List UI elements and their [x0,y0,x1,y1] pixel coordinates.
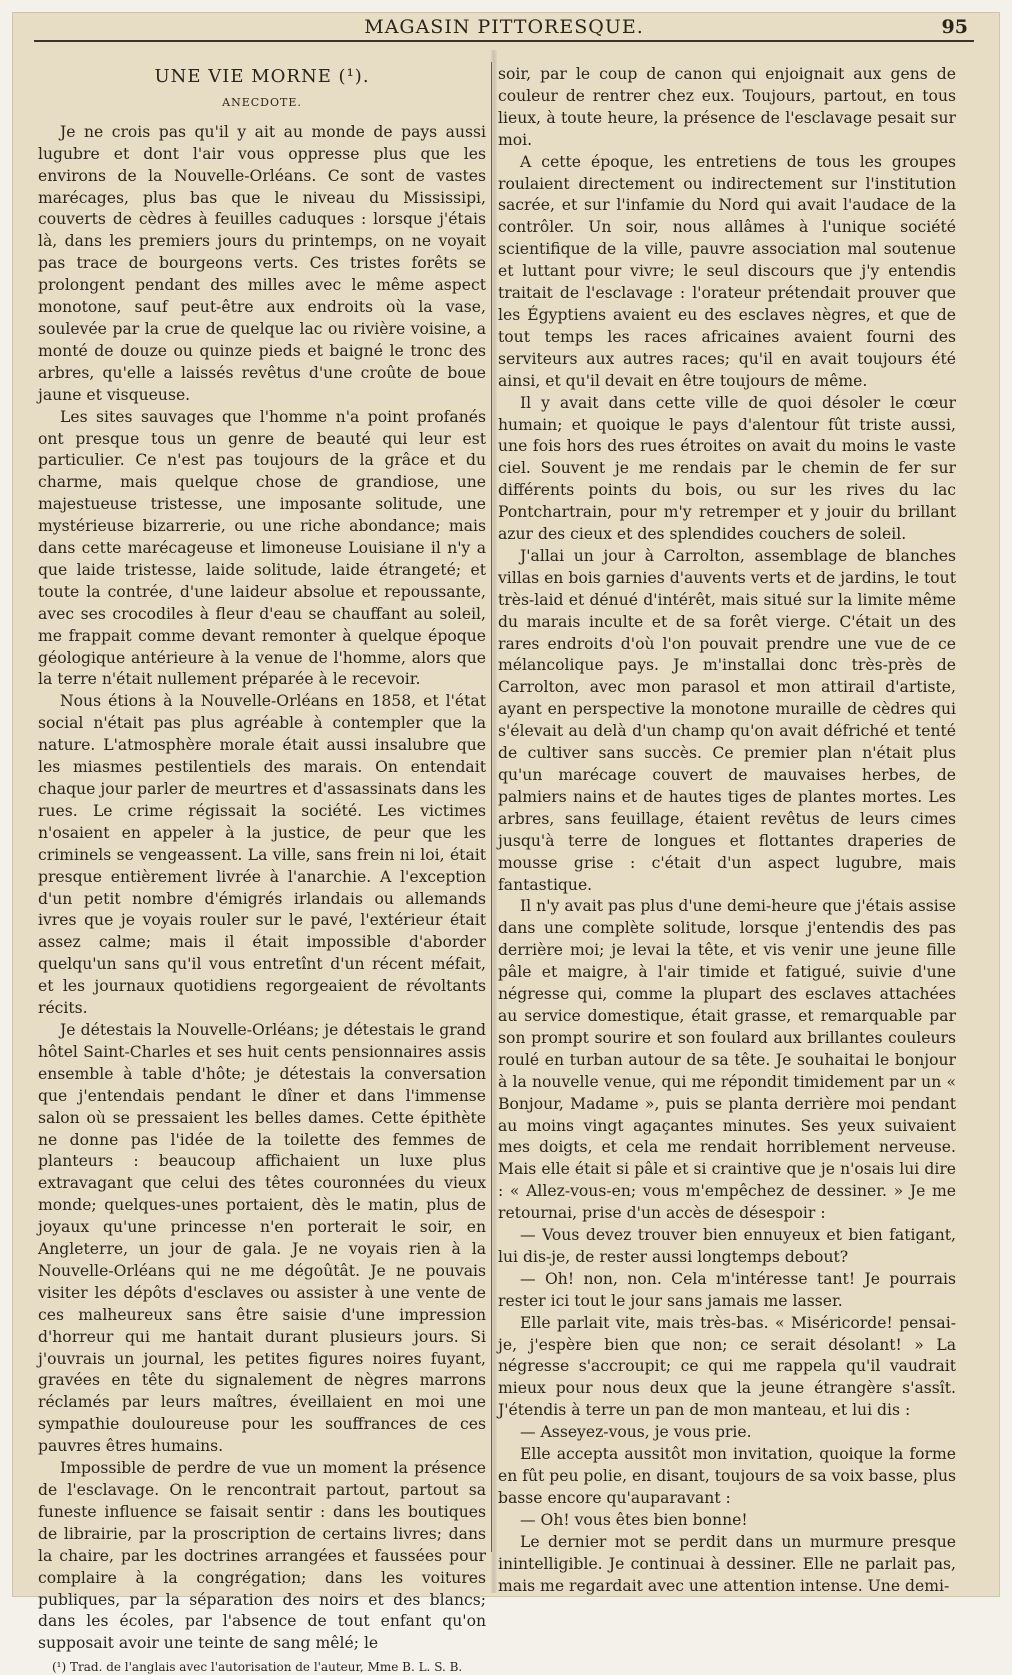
paragraph: Impossible de perdre de vue un moment la présence de l'esclavage. On le rencontrait partout, partout sa funeste influence se faisait sentir : dans les boutiques de librairie, par la proscription de certains livres; dans la chaire, par les doctrines arrangées et faussées pour complaire à la congrégation; dans les voitures publiques, par la séparation des noirs et des blancs; dans les écoles, par l'absence de tout enfant qu'on supposait avoir une teinte de sang mêlé; le [38,1459,486,1653]
page-number: 95 [941,16,968,38]
paragraph: Le dernier mot se perdit dans un murmure presque inintelligible. Je continuai à dessiner. Elle ne parlait pas, mais me regardait avec une attention intense. Une demi- [498,1532,956,1595]
dialogue-line: — Oh! vous êtes bien bonne! [520,1510,748,1529]
paragraph: Les sites sauvages que l'homme n'a point profanés ont presque tous un genre de beauté qui leur est particulier. Ce n'est pas toujours de la grâce et du charme, mais quelque chose de grandiose, une majestueuse tristesse, une imposante solitude, une mystérieuse bizarrerie, ou une riche abondance; mais dans cette marécageuse et limoneuse Louisiane il n'y a que laide tristesse, laide solitude, laide étrangeté; et toute la contrée, d'une laideur absolue et repoussante, avec ses crocodiles à fleur d'eau se chauffant au soleil, me frappait comme devant remonter à quelque époque géologique antérieure à la venue de l'homme, alors que la terre n'était nullement préparée à le recevoir. [38,407,486,689]
paragraph: Il n'y avait pas plus d'une demi-heure que j'étais assise dans une complète solitude, lorsque j'entendis des pas derrière moi; je levai la tête, et vis venir une jeune fille pâle et maigre, à l'air timide et fatigué, suivie d'une négresse qui, comme la plupart des esclaves attachées au service domestique, était grasse, et remarquable par son prompt sourire et son foulard aux brillantes couleurs roulé en turban autour de sa tête. Je souhaitai le bonjour à la nouvelle venue, qui me répondit timidement par un « Bonjour, Madame », puis se planta derrière moi pendant au moins vingt agaçantes minutes. Ses yeux suivaient mes doigts, et cela me rendait horriblement nerveuse. Mais elle était si pâle et si craintive que je n'osais lui dire : « Allez-vous-en; vous m'empêchez de dessiner. » Je me retournai, prise d'un accès de désespoir : [498,897,956,1223]
paragraph: Nous étions à la Nouvelle-Orléans en 1858, et l'état social n'était pas plus agréable à contempler que la nature. L'atmosphère morale était aussi insalubre que les miasmes pestilentiels des marais. On entendait chaque jour parler de meurtres et d'assassinats dans les rues. Le crime régissait la société. Les victimes n'osaient en appeler à la justice, de peur que les criminels se vengeassent. La ville, sans frein ni loi, était presque entièrement livrée à l'anarchie. A l'exception d'un petit nombre d'émigrés irlandais ou allemands ivres que je voyais rouler sur le pavé, l'extérieur était assez calme; mais il était impossible d'aborder quelqu'un sans qu'il vous entretînt d'un récent méfait, et les journaux quotidiens regorgeaient de révoltants récits. [38,692,486,1018]
paragraph: Il y avait dans cette ville de quoi désoler le cœur humain; et quoique le pays d'alentour fût triste aussi, une fois hors des rues étroites on avait du moins le vaste ciel. Souvent je me rendais par le chemin de fer sur différents points du bois, ou sur les rives du lac Pontchartrain, pour m'y retremper et y jouir du brillant azur des cieux et des splendides couchers de soleil. [498,393,956,544]
paragraph: Elle accepta aussitôt mon invitation, quoique la forme en fût peu polie, en disant, toujours de sa voix basse, plus basse encore qu'auparavant : [498,1445,956,1507]
right-column [498,64,956,1595]
paragraph: soir, par le coup de canon qui enjoignait aux gens de couleur de rentrer chez eux. Toujours, partout, en tous lieux, à toute heure, la présence de l'esclavage pesait sur moi. [498,65,956,149]
paragraph: J'allai un jour à Carrolton, assemblage de blanches villas en bois garnies d'auvents verts et de jardins, le tout très-laid et dénué d'intérêt, mais situé sur la limite même du marais inculte et de sa forêt vierge. C'était un des rares endroits d'où l'on pouvait prendre une vue de ce mélancolique pays. Je m'installai donc très-près de Carrolton, avec mon parasol et mon attirail d'artiste, ayant en perspective la monotone muraille de cèdres qui s'élevait au delà d'un champ qu'on avait défriché et tenté de cultiver sans succès. Ce premier plan n'était plus qu'un marécage couvert de mauvaises herbes, de palmiers nains et de hautes tiges de plantes mortes. Les arbres, sans feuillage, étaient revêtus de leurs cimes jusqu'à terre de longues et flottantes draperies de mousse grise : c'était d'un aspect lugubre, mais fantastique. [498,546,956,894]
article-subtitle: ANECDOTE. [222,95,302,109]
dialogue-line: — Vous devez trouver bien ennuyeux et bien fatigant, lui dis-je, de rester aussi longtemps debout? [498,1226,956,1266]
page-header [34,14,974,42]
dialogue-line: — Oh! non, non. Cela m'intéresse tant! Je pourrais rester ici tout le jour sans jamais me lasser. [498,1269,956,1310]
footnote: (¹) Trad. de l'anglais avec l'autorisation de l'auteur, Mme B. L. S. B. [52,1660,463,1675]
left-column [38,64,486,1675]
paragraph: Je ne crois pas qu'il y ait au monde de pays aussi lugubre et dont l'air vous oppresse plus que les environs de la Nouvelle-Orléans. Ce sont de vastes marécages, plus bas que le niveau du Mississipi, couverts de cèdres à feuilles caduques : lorsque j'étais là, dans les premiers jours du printemps, on ne voyait pas trace de bourgeons verts. Ces tristes forêts se prolongent pendant des milles avec le même aspect monotone, sauf peut-être aux endroits où la vase, soulevée par la crue de quelque lac ou rivière voisine, a monté de douze ou quinze pieds et baigné le tronc des arbres, qu'elle a laissés revêtus d'une croûte de boue jaune et visqueuse. [38,122,486,404]
column-divider [491,62,492,1552]
running-title: MAGASIN PITTORESQUE. [364,16,644,38]
article-title: UNE VIE MORNE (¹). [154,66,370,87]
paragraph: Elle parlait vite, mais très-bas. « Miséricorde! pensai-je, j'espère bien que non; ce serait désolant! » La négresse s'accroupit; ce qui me rappela qu'il vaudrait mieux pour nous deux que la jeune étrangère s'assît. J'étendis à terre un pan de mon manteau, et lui dis : [498,1313,956,1420]
paragraph: A cette époque, les entretiens de tous les groupes roulaient directement ou indirectement sur l'institution sacrée, et sur l'infamie du Nord qui avait l'audace de la contrôler. Un soir, nous allâmes à l'unique société scientifique de la ville, pauvre association mal soutenue et luttant pour vivre; le seul discours que j'y entendis traitait de l'esclavage : l'orateur prétendait prouver que les Égyptiens avaient eu des esclaves nègres, et que de tout temps les races africaines avaient fourni des serviteurs aux autres races; qu'il en avait toujours été ainsi, et qu'il devait en être toujours de même. [498,152,956,390]
paragraph: Je détestais la Nouvelle-Orléans; je détestais le grand hôtel Saint-Charles et ses huit cents pensionnaires assis ensemble à table d'hôte; je détestais la conversation que j'entendais pendant le dîner et dans l'immense salon où se pressaient les belles dames. Cette épithète ne donne pas l'idée de la toilette des femmes de planteurs : beaucoup affichaient un luxe plus extravagant que celui des têtes couronnées du vieux monde; quelques-unes portaient, dès le matin, plus de joyaux qu'une princesse n'en porterait le soir, en Angleterre, un jour de gala. Je ne voyais rien à la Nouvelle-Orléans qui ne me dégoûtât. Je ne pouvais visiter les dépôts d'esclaves ou assister à une vente de ces malheureux sans être saisie d'une impression d'horreur qui me hantait durant plusieurs jours. Si j'ouvrais un journal, les petites figures noires fuyant, gravées en tête du signalement de nègres marrons réclamés par leurs maîtres, éveillaient en moi une sympathie douloureuse pour les souffrances de ces pauvres êtres humains. [38,1020,486,1456]
dialogue-line: — Asseyez-vous, je vous prie. [520,1423,752,1442]
